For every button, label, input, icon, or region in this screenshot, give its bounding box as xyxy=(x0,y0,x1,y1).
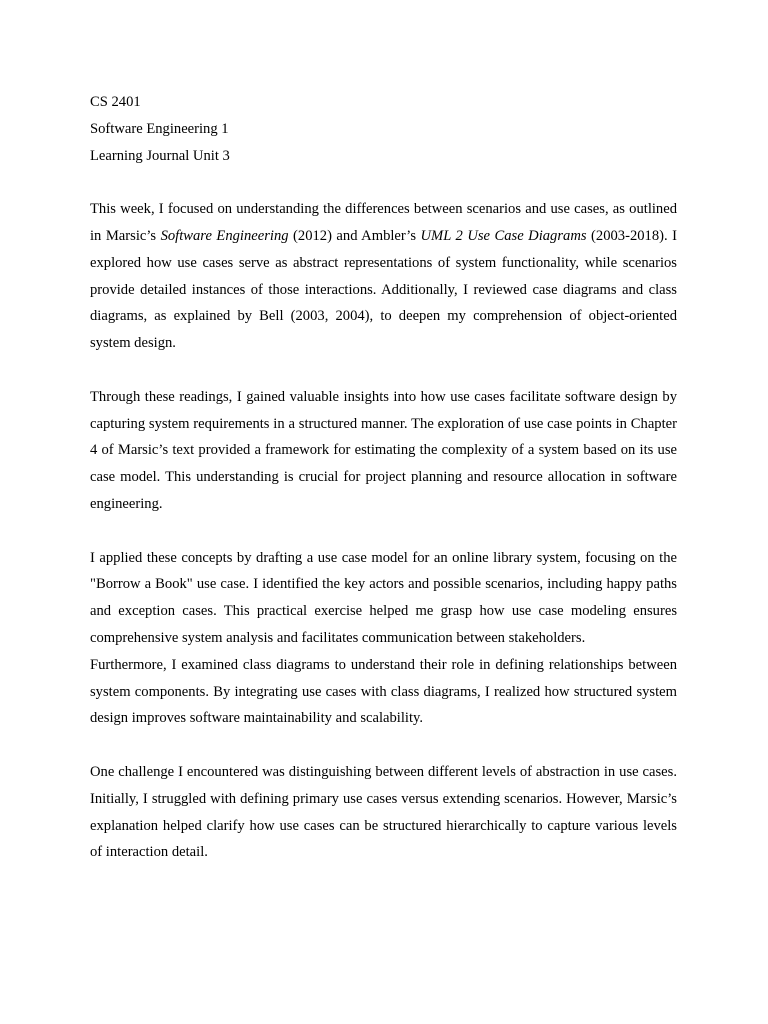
paragraph-insights: Through these readings, I gained valuable insights into how use cases facilitate software design by capturing system requirements in a structured manner. The exploration of use case points in Chapter 4 of Marsic’s text provided a framework for estimating the complexity of a system based on its use case model. This understanding is crucial for project planning and resource allocation in software engineering. xyxy=(90,388,677,512)
paragraph-introduction xyxy=(90,196,677,357)
paragraph-application: I applied these concepts by drafting a use case model for an online library system, focusing on the "Borrow a Book" use case. I identified the key actors and possible scenarios, including happy paths and exception cases. This practical exercise helped me grasp how use case modeling ensures comprehensive system analysis and facilitates communication between stakeholders. xyxy=(90,549,677,646)
paragraph-text: (2012) and Ambler’s xyxy=(288,227,421,244)
course-code: CS 2401 xyxy=(90,94,141,110)
course-name: Software Engineering 1 xyxy=(90,120,229,137)
book-title: Software Engineering xyxy=(160,227,289,244)
document-header xyxy=(90,89,677,169)
paragraph-text: (2003-2018). I explored how use cases serve as abstract representations of system functionality, while scenarios provide detailed instances of those interactions. Additionally, I reviewed case diagrams and class diagrams, as explained by Bell (2003, 2004), to deepen my comprehension of object-oriented system design. xyxy=(90,227,677,352)
paragraph-class-diagrams: Furthermore, I examined class diagrams to understand their role in defining relationships between system components. By integrating use cases with class diagrams, I realized how structured system design improves software maintainability and scalability. xyxy=(90,656,677,727)
assignment-title: Learning Journal Unit 3 xyxy=(90,147,230,164)
paragraph-text: This week, I focused on understanding the differences between scenarios and use cases, as outlined in Marsic’s xyxy=(90,201,677,244)
document-content xyxy=(90,89,677,893)
book-title: UML 2 Use Case Diagrams xyxy=(420,227,587,244)
paragraph-challenge: One challenge I encountered was distinguishing between different levels of abstraction in use cases. Initially, I struggled with defining primary use cases versus extending scenarios. However, Marsic’s explanation helped clarify how use cases can be structured hierarchically to capture various levels of interaction detail. xyxy=(90,763,677,861)
